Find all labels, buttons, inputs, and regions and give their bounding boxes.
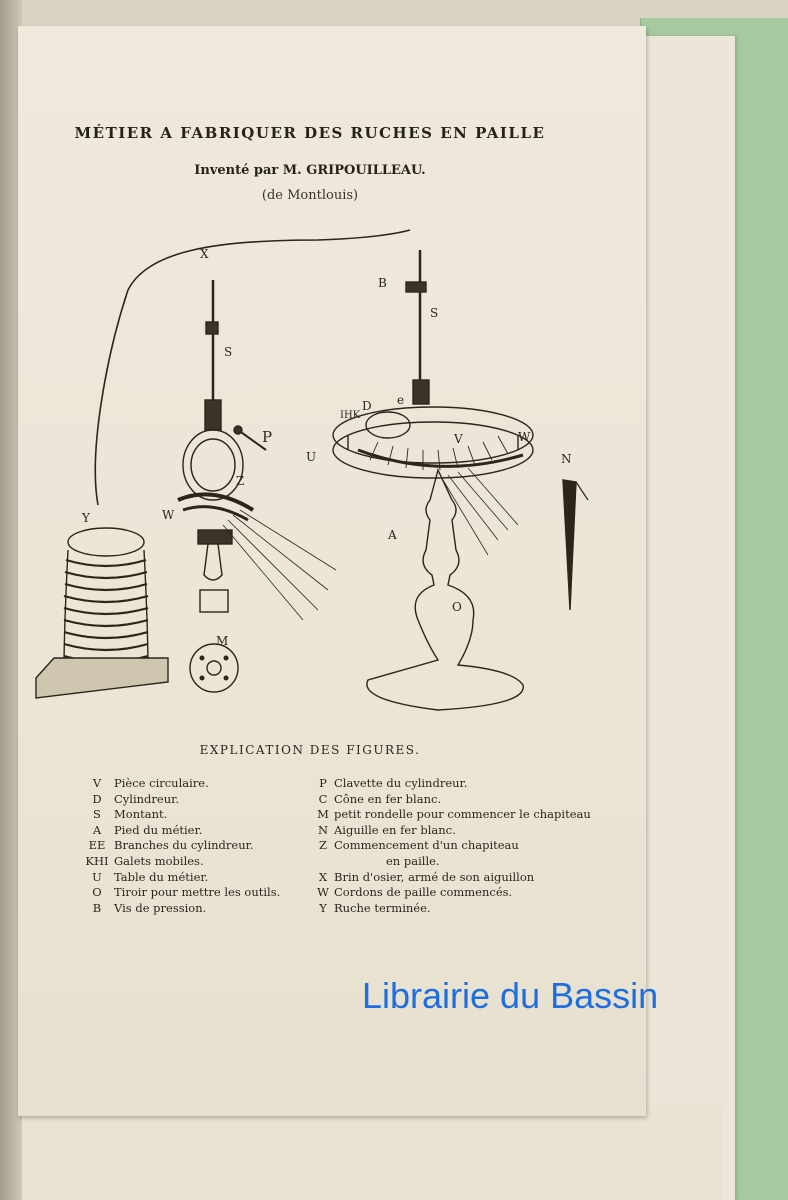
label-y: Y (82, 511, 90, 525)
engraving-illustration (18, 210, 618, 730)
legend-row (80, 885, 280, 901)
watermark-text: Librairie du Bassin (362, 975, 659, 1016)
label-v: V (454, 432, 463, 446)
label-z: Z (236, 474, 245, 488)
legend-key: N (317, 822, 329, 837)
legend-key: V (92, 776, 102, 790)
legend-row (80, 870, 280, 886)
label-a: A (388, 528, 397, 542)
bottom-sheet (22, 1105, 722, 1200)
label-s-left: S (224, 345, 233, 359)
legend-text: Tiroir pour mettre les outils. (114, 885, 281, 900)
legend-text: Galets mobiles. (114, 853, 204, 868)
legend-text: Cône en fer blanc. (334, 791, 442, 806)
legend-row (312, 901, 591, 917)
legend-text: Table du métier. (114, 869, 209, 884)
legend-row (312, 807, 591, 823)
legend-row (312, 776, 591, 792)
legend-text: Montant. (114, 807, 168, 822)
legend-row (312, 870, 591, 886)
legend-key: EE (88, 838, 106, 853)
label-w-right: W (518, 430, 531, 444)
legend-text: Clavette du cylindreur. (334, 776, 468, 790)
legend-key: Y (319, 900, 327, 915)
label-p: P (262, 428, 273, 446)
legend-key: P (319, 776, 327, 790)
legend-key: S (93, 807, 101, 822)
legend-key: Z (319, 838, 327, 853)
label-b: B (378, 276, 387, 290)
label-e: e (397, 393, 405, 407)
legend-row (80, 901, 280, 917)
legend-key: A (92, 822, 102, 837)
small-disc-figure (190, 644, 238, 692)
legend-text: en paille. (386, 853, 440, 868)
label-s-right: S (430, 306, 439, 320)
legend-key: U (92, 869, 102, 884)
label-m: M (216, 634, 229, 648)
legend-key: KHI (85, 853, 109, 868)
legend-text: Brin d'osier, armé de son aiguillon (334, 869, 535, 884)
label-ihk: IHK (340, 410, 361, 421)
legend-key (312, 854, 334, 870)
label-o: O (452, 600, 462, 614)
legend-right (312, 776, 591, 916)
legend-text: petit rondelle pour commencer le chapiteau (334, 807, 591, 822)
legend-text: Ruche terminée. (334, 900, 431, 915)
legend-key: M (317, 807, 329, 822)
beehive-figure (36, 528, 168, 698)
legend-row (312, 854, 591, 870)
legend-text: Pied du métier. (114, 822, 203, 837)
legend-row (312, 792, 591, 808)
inventor-line: Inventé par M. GRIPOUILLEAU. (194, 163, 426, 178)
legend-row (312, 885, 591, 901)
legend-text: Aiguille en fer blanc. (334, 822, 456, 837)
legend-key: C (318, 791, 328, 806)
legend-key: W (317, 885, 329, 900)
legend-text: Cordons de paille commencés. (334, 885, 513, 900)
legend-key: B (92, 900, 102, 915)
legend-text: Vis de pression. (114, 900, 207, 915)
label-u: U (306, 450, 317, 464)
legend-text: Cylindreur. (114, 791, 180, 806)
legend-row (80, 838, 280, 854)
document-title: MÉTIER A FABRIQUER DES RUCHES EN PAILLE (74, 124, 546, 142)
legend-text: Commencement d'un chapiteau (334, 838, 519, 853)
legend-row (80, 823, 280, 839)
label-n: N (561, 452, 572, 466)
legend-left (80, 776, 280, 916)
label-w: W (162, 508, 175, 522)
explanation-title: EXPLICATION DES FIGURES. (199, 743, 421, 757)
legend-row (80, 776, 280, 792)
legend-row (80, 807, 280, 823)
legend-row (312, 823, 591, 839)
legend-key: X (318, 869, 328, 884)
origin-line: (de Montlouis) (261, 188, 359, 203)
legend-row (312, 838, 591, 854)
needle-figure (563, 480, 588, 610)
legend-text: Branches du cylindreur. (114, 838, 254, 853)
label-x: X (200, 247, 209, 261)
legend-key: O (92, 885, 102, 900)
label-d: D (362, 399, 372, 413)
legend-text: Pièce circulaire. (114, 776, 209, 790)
legend-key: D (92, 791, 102, 806)
legend-row (80, 792, 280, 808)
legend-row (80, 854, 280, 870)
